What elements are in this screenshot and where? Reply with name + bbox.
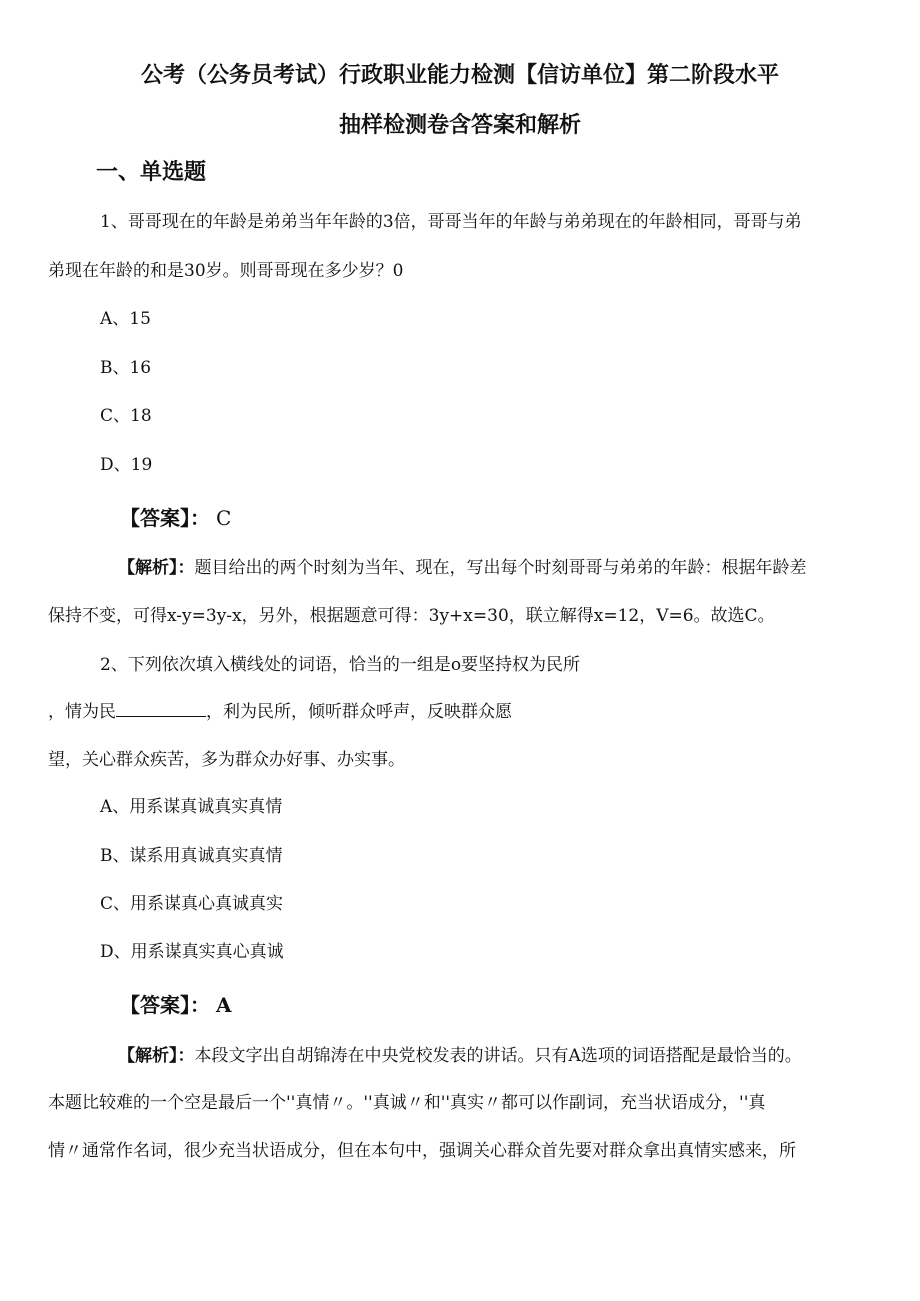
document-title-line-2: 抽样检测卷含答案和解析: [338, 113, 581, 138]
question-2-stem-line-2: [48, 697, 512, 722]
question-2-analysis-line-3: 情〃通常作名词，很少充当状语成分，但在本句中，强调关心群众首先要对群众拿出真情实感来，所: [48, 1141, 796, 1161]
question-2-analysis-label: 【解析】：: [118, 1046, 195, 1066]
question-1-analysis-label: 【解析】：: [118, 558, 195, 578]
question-2-option-c: C、用系谋真心真诚真实: [100, 894, 284, 914]
question-1-answer: [120, 502, 231, 531]
question-1-answer-label: 【答案】：: [120, 506, 210, 530]
question-2-analysis-line-2: 本题比较难的一个空是最后一个''真情〃。''真诚〃和''真实〃都可以作副词，充当状语成分，''真: [48, 1093, 766, 1113]
question-1-analysis-text-1: 题目给出的两个时刻为当年、现在，写出每个时刻哥哥与弟弟的年龄：根据年龄差: [194, 558, 807, 578]
question-2-fill-blank: [116, 702, 206, 717]
question-1-option-a: A、15: [100, 309, 151, 329]
question-2-answer-value: A: [216, 993, 232, 1017]
question-2-stem-line-1: 2、下列依次填入横线处的词语，恰当的一组是o要坚持权为民所: [100, 655, 581, 675]
question-2-option-d: D、用系谋真实真心真诚: [100, 942, 284, 962]
question-2-option-a: A、用系谋真诚真实真情: [100, 797, 283, 817]
question-1-answer-value: C: [216, 506, 232, 530]
question-2-option-b: B、谋系用真诚真实真情: [100, 846, 283, 866]
question-2-stem-line-3: 望，关心群众疾苦，多为群众办好事、办实事。: [48, 750, 405, 770]
question-1-stem-line-1: 1、哥哥现在的年龄是弟弟当年年龄的3倍，哥哥当年的年龄与弟弟现在的年龄相同，哥哥与弟: [100, 212, 802, 232]
question-2-analysis-text-1: 本段文字出自胡锦涛在中央党校发表的讲话。只有A选项的词语搭配是最恰当的。: [194, 1046, 802, 1066]
question-1-option-b: B、16: [100, 358, 152, 378]
question-2-stem-line-2-post: ，利为民所，倾听群众呼声，反映群众愿: [206, 702, 512, 722]
question-1-option-d: D、19: [100, 455, 153, 475]
document-title-line-1: 公考（公务员考试）行政职业能力检测【信访单位】第二阶段水平: [140, 63, 779, 88]
question-1-analysis-line-2: 保持不变，可得x-y=3y-x，另外，根据题意可得：3y+x=30，联立解得x=12，V=6。故选C。: [48, 606, 775, 626]
section-heading: 一、单选题: [96, 160, 207, 185]
question-2-analysis-line-1: [118, 1041, 802, 1066]
question-1-analysis-line-1: [118, 553, 807, 578]
question-2-answer: [120, 989, 232, 1018]
question-1-option-c: C、18: [100, 406, 152, 426]
question-2-stem-line-2-pre: ，情为民: [48, 702, 116, 722]
question-1-stem-line-2: 弟现在年龄的和是30岁。则哥哥现在多少岁？0: [48, 261, 404, 281]
question-2-answer-label: 【答案】：: [120, 993, 210, 1017]
